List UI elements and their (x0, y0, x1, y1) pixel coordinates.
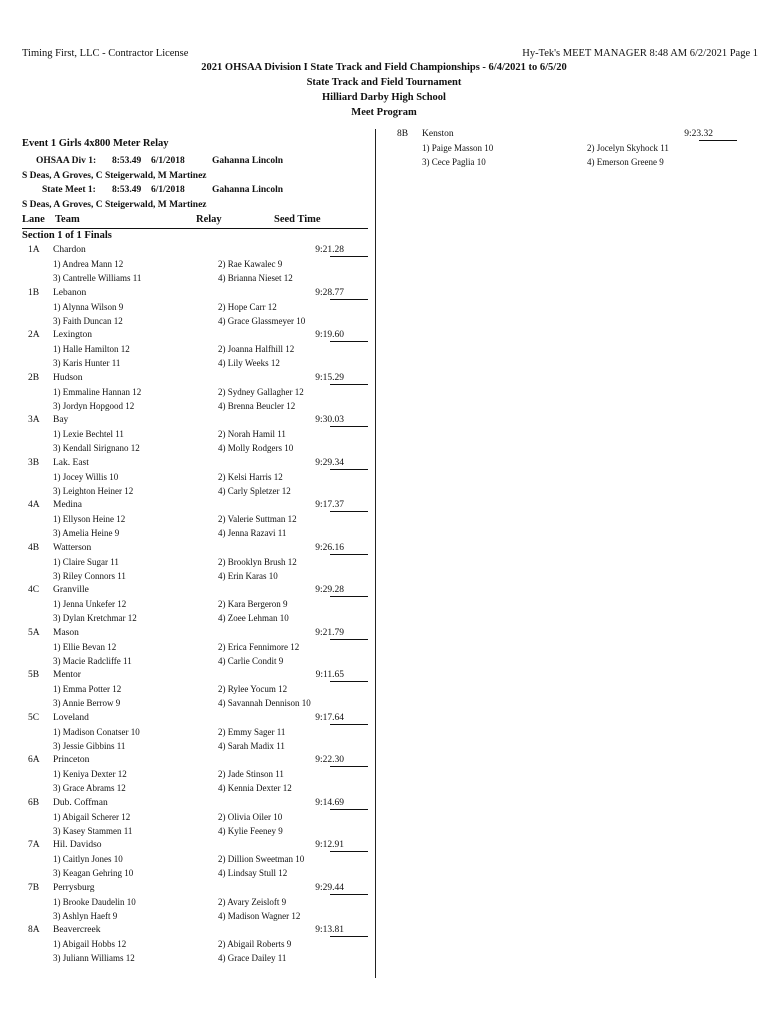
relay-runner: 1) Keniya Dexter 12 (53, 769, 127, 779)
relay-runner: 2) Erica Fennimore 12 (218, 641, 300, 652)
relay-runner: 3) Jordyn Hopgood 12 (53, 400, 135, 411)
seed-time: 9:22.30 (315, 755, 344, 765)
relay-runner: 3) Grace Abrams 12 (53, 783, 126, 793)
team-name: Watterson (53, 542, 92, 553)
lane-number: 7B (28, 882, 40, 893)
section-heading: Section 1 of 1 Finals (22, 230, 112, 241)
relay-runner: 1) Abigail Scherer 12 (53, 811, 131, 822)
relay-runner: 2) Brooklyn Brush 12 (218, 556, 297, 567)
relay-runner: 2) Rylee Yocum 12 (218, 684, 288, 694)
lane-number: 2B (28, 372, 40, 383)
relay-runner: 2) Norah Hamil 11 (218, 429, 286, 439)
relay-runner: 2) Olivia Oiler 10 (218, 811, 283, 822)
relay-runner: 2) Dillion Sweetman 10 (218, 854, 305, 864)
lane-number: 2A (28, 330, 40, 340)
relay-runner: 4) Brenna Beucler 12 (218, 400, 296, 411)
seed-time: 9:21.28 (315, 245, 344, 255)
header-left: Timing First, LLC - Contractor License (22, 48, 189, 59)
result-blank-line (330, 936, 368, 937)
result-blank-line (330, 851, 368, 852)
lane-number: 5B (28, 670, 40, 680)
relay-runner: 2) Jocelyn Skyhock 11 (587, 143, 669, 153)
result-blank-line (330, 809, 368, 810)
result-blank-line (330, 469, 368, 470)
relay-runner: 3) Riley Connors 11 (53, 570, 126, 581)
relay-runner: 4) Madison Wagner 12 (218, 910, 301, 921)
relay-runner: 2) Kelsi Harris 12 (218, 471, 283, 482)
relay-runner: 2) Avary Zeisloft 9 (218, 896, 287, 907)
relay-runner: 1) Lexie Bechtel 11 (53, 429, 124, 439)
relay-runner: 3) Cantrelle Williams 11 (53, 273, 142, 283)
relay-runner: 3) Macie Radcliffe 11 (53, 655, 132, 666)
seed-time: 9:30.03 (315, 415, 344, 425)
relay-runner: 4) Molly Rodgers 10 (218, 443, 294, 453)
record-date: 6/1/2018 (151, 185, 185, 195)
team-name: Mentor (53, 670, 81, 680)
result-blank-line (330, 341, 368, 342)
relay-runner: 1) Jocey Willis 10 (53, 471, 119, 482)
relay-runner: 4) Lily Weeks 12 (218, 358, 280, 368)
relay-runner: 4) Kennia Dexter 12 (218, 783, 292, 793)
team-name: Beavercreek (53, 925, 101, 935)
relay-runner: 4) Lindsay Stull 12 (218, 868, 288, 878)
relay-runner: 3) Jessie Gibbins 11 (53, 740, 126, 751)
seed-time: 9:12.91 (315, 840, 344, 850)
col-seed-time: Seed Time (274, 214, 321, 225)
team-name: Hil. Davidso (53, 840, 102, 850)
team-name: Loveland (53, 712, 89, 723)
relay-runner: 3) Karis Hunter 11 (53, 358, 121, 368)
relay-runner: 2) Joanna Halfhill 12 (218, 344, 295, 354)
venue-title: Hilliard Darby High School (322, 92, 446, 103)
relay-runner: 1) Jenna Unkefer 12 (53, 599, 127, 609)
relay-runner: 1) Emmaline Hannan 12 (53, 386, 142, 397)
relay-runner: 1) Alynna Wilson 9 (53, 301, 124, 312)
seed-time: 9:14.69 (315, 797, 344, 808)
relay-runner: 4) Sarah Madix 11 (218, 740, 285, 751)
result-blank-line (330, 681, 368, 682)
seed-time: 9:28.77 (315, 287, 344, 298)
result-blank-line (699, 140, 737, 141)
relay-runner: 4) Grace Glassmeyer 10 (218, 315, 306, 326)
seed-time: 9:15.29 (315, 372, 344, 383)
relay-runner: 2) Emmy Sager 11 (218, 726, 286, 737)
relay-runner: 2) Kara Bergeron 9 (218, 599, 288, 609)
relay-runner: 3) Cece Paglia 10 (422, 157, 486, 167)
relay-runner: 4) Erin Karas 10 (218, 570, 278, 581)
record-team: Gahanna Lincoln (212, 156, 284, 166)
seed-time: 9:29.34 (315, 457, 344, 468)
lane-number: 8A (28, 925, 40, 935)
relay-runner: 1) Ellie Bevan 12 (53, 641, 117, 652)
header-right: Hy-Tek's MEET MANAGER 8:48 AM 6/2/2021 Page 1 (522, 48, 758, 59)
result-blank-line (330, 256, 368, 257)
tournament-title: State Track and Field Tournament (306, 77, 462, 88)
seed-time: 9:13.81 (315, 925, 344, 935)
relay-runner: 4) Zoee Lehman 10 (218, 613, 289, 623)
relay-runner: 1) Brooke Daudelin 10 (53, 896, 136, 907)
lane-number: 6A (28, 755, 40, 765)
event-title: Event 1 Girls 4x800 Meter Relay (22, 138, 169, 149)
lane-number: 1B (28, 287, 40, 298)
result-blank-line (330, 766, 368, 767)
seed-time: 9:23.32 (684, 129, 713, 139)
relay-runner: 1) Halle Hamilton 12 (53, 344, 130, 354)
team-name: Mason (53, 627, 79, 638)
relay-runner: 1) Madison Conatser 10 (53, 726, 140, 737)
relay-runner: 3) Ashlyn Haeft 9 (53, 910, 118, 921)
relay-runner: 1) Ellyson Heine 12 (53, 514, 126, 524)
lane-number: 6B (28, 797, 40, 808)
relay-runner: 2) Abigail Roberts 9 (218, 939, 292, 949)
relay-runner: 4) Jenna Razavi 11 (218, 528, 287, 538)
relay-runner: 1) Claire Sugar 11 (53, 556, 119, 567)
relay-runner: 1) Paige Masson 10 (422, 143, 494, 153)
relay-runner: 3) Dylan Kretchmar 12 (53, 613, 137, 623)
relay-runner: 3) Faith Duncan 12 (53, 315, 123, 326)
col-lane: Lane (22, 214, 45, 225)
seed-time: 9:11.65 (315, 670, 344, 680)
record-date: 6/1/2018 (151, 156, 185, 166)
result-blank-line (330, 299, 368, 300)
relay-runner: 4) Brianna Nieset 12 (218, 273, 293, 283)
result-blank-line (330, 384, 368, 385)
lane-number: 5C (28, 712, 40, 723)
team-name: Lak. East (53, 457, 89, 468)
lane-number: 5A (28, 627, 40, 638)
seed-time: 9:21.79 (315, 627, 344, 638)
col-relay: Relay (196, 214, 222, 225)
relay-runner: 4) Grace Dailey 11 (218, 953, 287, 963)
lane-number: 8B (397, 129, 409, 139)
team-name: Hudson (53, 372, 83, 383)
relay-runner: 4) Carly Spletzer 12 (218, 485, 291, 496)
lane-number: 3A (28, 415, 40, 425)
relay-runner: 4) Savannah Dennison 10 (218, 698, 311, 708)
seed-time: 9:29.28 (315, 585, 344, 595)
column-divider (375, 129, 376, 978)
record-label: State Meet 1: (42, 185, 96, 195)
seed-time: 9:26.16 (315, 542, 344, 553)
result-blank-line (330, 511, 368, 512)
relay-runner: 4) Kylie Feeney 9 (218, 825, 283, 836)
header-underline (22, 228, 368, 229)
team-name: Granville (53, 585, 89, 595)
seed-time: 9:17.64 (315, 712, 344, 723)
relay-runner: 3) Annie Berrow 9 (53, 698, 121, 708)
col-team: Team (55, 214, 80, 225)
relay-runner: 1) Caitlyn Jones 10 (53, 854, 123, 864)
result-blank-line (330, 596, 368, 597)
result-blank-line (330, 724, 368, 725)
relay-runner: 4) Emerson Greene 9 (587, 157, 664, 167)
team-name: Kenston (422, 129, 454, 139)
relay-runner: 1) Andrea Mann 12 (53, 259, 124, 269)
record-time: 8:53.49 (112, 185, 142, 195)
lane-number: 3B (28, 457, 40, 468)
team-name: Princeton (53, 755, 90, 765)
relay-runner: 1) Abigail Hobbs 12 (53, 939, 127, 949)
relay-runner: 3) Kendall Sirignano 12 (53, 443, 140, 453)
relay-runner: 2) Jade Stinson 11 (218, 769, 284, 779)
result-blank-line (330, 639, 368, 640)
record-names: S Deas, A Groves, C Steigerwald, M Martinez (22, 200, 207, 210)
lane-number: 4B (28, 542, 40, 553)
lane-number: 7A (28, 840, 40, 850)
team-name: Bay (53, 415, 69, 425)
lane-number: 1A (28, 245, 40, 255)
seed-time: 9:29.44 (315, 882, 344, 893)
seed-time: 9:19.60 (315, 330, 344, 340)
seed-time: 9:17.37 (315, 500, 344, 510)
program-title: Meet Program (351, 107, 417, 118)
relay-runner: 3) Keagan Gehring 10 (53, 868, 134, 878)
relay-runner: 2) Hope Carr 12 (218, 301, 277, 312)
relay-runner: 4) Carlie Condit 9 (218, 655, 284, 666)
record-team: Gahanna Lincoln (212, 185, 284, 195)
team-name: Lebanon (53, 287, 87, 298)
relay-runner: 3) Juliann Williams 12 (53, 953, 135, 963)
record-label: OHSAA Div 1: (36, 156, 97, 166)
relay-runner: 3) Kasey Stammen 11 (53, 825, 133, 836)
team-name: Medina (53, 500, 83, 510)
result-blank-line (330, 426, 368, 427)
record-time: 8:53.49 (112, 156, 142, 166)
meet-title: 2021 OHSAA Division I State Track and Field Championships - 6/4/2021 to 6/5/20 (201, 62, 567, 73)
record-names: S Deas, A Groves, C Steigerwald, M Martinez (22, 171, 207, 181)
result-blank-line (330, 894, 368, 895)
relay-runner: 1) Emma Potter 12 (53, 684, 122, 694)
relay-runner: 3) Amelia Heine 9 (53, 528, 120, 538)
team-name: Lexington (53, 330, 93, 340)
team-name: Chardon (53, 245, 86, 255)
team-name: Perrysburg (53, 882, 95, 893)
result-blank-line (330, 554, 368, 555)
relay-runner: 2) Rae Kawalec 9 (218, 259, 283, 269)
lane-number: 4A (28, 500, 40, 510)
team-name: Dub. Coffman (53, 797, 108, 808)
relay-runner: 2) Sydney Gallagher 12 (218, 386, 304, 397)
relay-runner: 2) Valerie Suttman 12 (218, 514, 297, 524)
relay-runner: 3) Leighton Heiner 12 (53, 485, 134, 496)
lane-number: 4C (28, 585, 40, 595)
